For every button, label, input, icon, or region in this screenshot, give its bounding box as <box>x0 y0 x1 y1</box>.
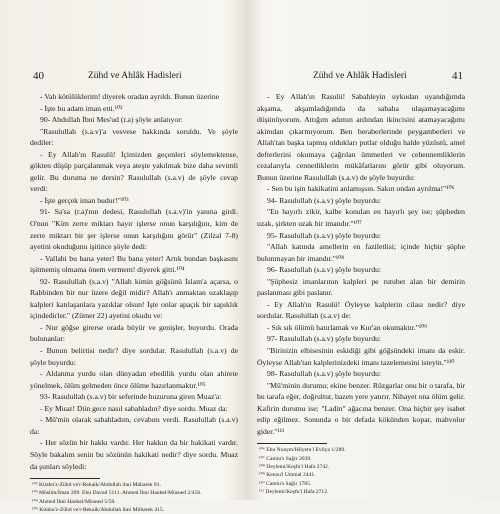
paragraph: "En hayırlı zikir, kalbe konulan en hayırlı şey ise; şüpheden uzak, şirkten uzak bir imandır."¹⁰⁷ <box>257 207 465 229</box>
running-title: Zühd ve Ahlâk Hadisleri <box>313 71 407 81</box>
paragraph: 93- Rasulullah (s.a.v) bir seferinde huzuruna giren Muaz'a: <box>40 392 222 402</box>
paragraph: - Ey Allah'ın Rasulü! Sabahleyin uykudan uyandığımda akşama, akşamladığımda da sabaha ulaşamayacağımı düşünüyorum. Attığım adımın ardından ikincisini atamayacağımı akimdan çıkarmıyorum. Ben beraberlerinde peygamberleri ve Allah'tan başka tapmış oldukları putlar olduğu halde yüzüstü, amel defterlerini okumaya çağrılan ümmetleri ve cehennemliklerin cezalarıyla cennetliklerin mükâfatlarını görür gibi oluyorum. Bunun üzerine Rasulullah (s.a.v) de şöyle buyurdu: <box>257 92 465 182</box>
paragraph: 94- Rasulullah (s.a.v) şöyle buyurdu: <box>267 195 382 205</box>
footnote: ¹⁰⁸ Deylemi/Keşfu'l Hafa 2742. <box>259 464 330 470</box>
paragraph: "Şüphesiz imanlarının kalpleri pe rutubet alan bir demirin paslanması gibi paslanır. <box>257 276 465 298</box>
paragraph: - Sen bu işin hakikatini anlamışsın. Sakın ondan ayrılma!"¹⁰⁶ <box>267 184 455 194</box>
page-header <box>257 68 465 84</box>
footnote: ¹⁰⁷ Camiu's Sağir 2039. <box>259 455 312 462</box>
footnote: ¹⁰⁵ Kitabu'z-Zühd ve'r-Rekaik/Abdullah ibni Mübarek 415. <box>32 506 165 513</box>
paragraph: - Her sözün bir hakkı vardır. Her hakkın da bir hakikati vardır. Söyle bakalım senin bu sözünün hakikati nedir? diye sordu. Muaz da şunları söyledi: <box>30 438 238 471</box>
page-number: 40 <box>33 70 44 82</box>
page-body <box>30 91 238 472</box>
footnote-rule <box>30 478 100 479</box>
paragraph: 96- Rasulullah (s.a.v) şöyle buyurdu: <box>267 265 382 275</box>
paragraph: "Mü'minin durumu; ekine benzer. Rüzgarlar onu bir o tarafa, bir bu tarafa eğer, doğrultur, bazen yere yatırır. Nihayet ona ölüm gelir. Kafirin durumu ise; "Ladin" ağacına benzer. Ona hiçbir şey isabet edip eğilmez. Sonunda o bir defada kökünden kopar, mahvolur gider."¹¹¹ <box>257 380 465 436</box>
footnote: ¹¹⁰ Camiu's Sağir 1785. <box>259 480 312 487</box>
paragraph: 90- Abdullah İbni Mes'ud (r.a) şöyle anlatıyor: <box>40 115 183 125</box>
paragraph: - Ey Allah'ın Rasulü! İçimizden geçenleri söylemektense, gökten düşüp parçalanmak veya ateşte yakılmak bize daha sevimli gelir. Bu duruma ne dersin? Rasulullah (s.a.v) de şöyle cevap verdi: <box>30 149 238 194</box>
paragraph: - İşte gerçek iman budur!"¹⁰³ <box>40 195 129 205</box>
footnote: ¹¹¹ Deylemi/Keşfu'l Hafa 2712. <box>259 488 329 495</box>
running-title: Zühd ve Ahlâk Hadisleri <box>88 71 182 81</box>
footnote: ¹⁰³ Müslim/İman 209. Ebu Davud 5111. Ahmed İbni Hanbel/Müsned 2/456. <box>32 490 202 497</box>
paragraph: - İşte bu adam iman etti.¹⁰² <box>40 103 123 113</box>
paragraph: - Mü'min olarak sabahladım, cevabını verdi. Rasulullah (s.a.v) da: <box>30 415 238 436</box>
page-header <box>30 68 238 84</box>
page-number: 41 <box>452 70 463 82</box>
paragraph: - Bunun belirtisi nedir? diye sordular. Rasulullah (s.a.v) de şöyle buyurdu: <box>30 346 238 367</box>
page-body <box>257 91 465 437</box>
paragraph: "Allah katında amellerin en faziletlisi; içinde hiçbir şüphe bulunmayan bir imandır."¹⁰⁸ <box>257 242 465 263</box>
footnote: ¹⁰⁶ Ebu Nuaym/Hilyetu'l Evliya 1/289. <box>259 447 346 454</box>
right-page <box>257 68 465 496</box>
paragraph: - Sık sık ölümü hatırlamak ve Kur'an okumaktır."¹⁰⁹ <box>267 322 427 332</box>
paragraph: - Ey Muaz! Dün gece nasıl sabahladın? diye sordu. Muaz da: <box>40 403 228 413</box>
footnote: ¹⁰⁴ Ahmed İbni Hanbel/Müsned 5/59. <box>32 498 116 505</box>
paragraph: - Vallahi bu bana yeter! Bu bana yeter! Artık bundan başkasını işitmemiş olmama önem vermem! diyerek gitti.¹⁰⁴ <box>30 253 238 275</box>
paragraph: "Birinizin elbisesinin eskidiği gibi göğsündeki imanı da eskir. Öyleyse Allah'tan kalplerinizdeki imanı tazelemesini isteyin."¹¹⁰ <box>257 346 465 367</box>
paragraph: - Ey Allah'ın Rasulü! Öyleyse kalplerin cilası nedir? diye sordular. Rasulullah (s.a.v) de: <box>257 299 465 321</box>
footnote: ¹⁰² Kitabu'z-Zühd ve'r-Rekaik/Abdullah ibni Mübarek 81. <box>32 482 161 489</box>
footnotes <box>257 446 465 496</box>
paragraph: 97- Rasulullah (s.a.v) şöyle buyurdu: <box>267 334 382 344</box>
left-page <box>30 68 238 514</box>
footnotes <box>30 481 238 514</box>
paragraph: - Aldanma yurdu olan dünyadan ebedilik yurdu olan ahirete yönelmek, ölüm gelmeden önce ölüme hazırlanmaktır.¹⁰⁵ <box>30 369 238 390</box>
paragraph: 91- Sa'sa (r.a)'nın dedesi, Rasulullah (s.a.v)'in yanına girdi. O'nun "Kim zerre miktarı hayır işlerse onun karşılığını, kim de zerre miktarı bir şer işlerse onun karşılığını görür" (Zilzal 7-8) ayetini okuduğunu işitince şöyle dedi: <box>30 207 238 252</box>
paragraph: "Rasulullah (s.a.v)'a vesvese hakkında soruldu. Ve şöyle dediler: <box>30 126 238 148</box>
paragraph: 95- Rasulullah (s.a.v) şöyle buyurdu: <box>267 230 382 240</box>
paragraph: - Vah kötülüklerim! diyerek oradan ayrıldı. Bunun üzerine <box>40 92 220 101</box>
paragraph: 98- Rasulullah (s.a.v) şöyle buyurdu: <box>267 369 382 379</box>
paragraph: - Nur göğse girerse orada büyür ve genişler, buyurdu. Orada bulunanlar: <box>30 322 238 344</box>
footnote-rule <box>257 443 327 444</box>
footnote: ¹⁰⁹ Kenzu'l Ummal 2441. <box>259 472 316 479</box>
paragraph: 92- Rasulullah (s.a.v) "Allah kimin göğsünü İslam'a açarsa, o Rabbinden bir nur üzere değil midir? Allah'ı anmaktan uzaklaşıp kalpleri katılaşanlara yazıklar olsun! İşte onlar apaçık bir sapıklık içindedirler." (Zümer 22) ayetini okudu ve: <box>30 276 238 321</box>
